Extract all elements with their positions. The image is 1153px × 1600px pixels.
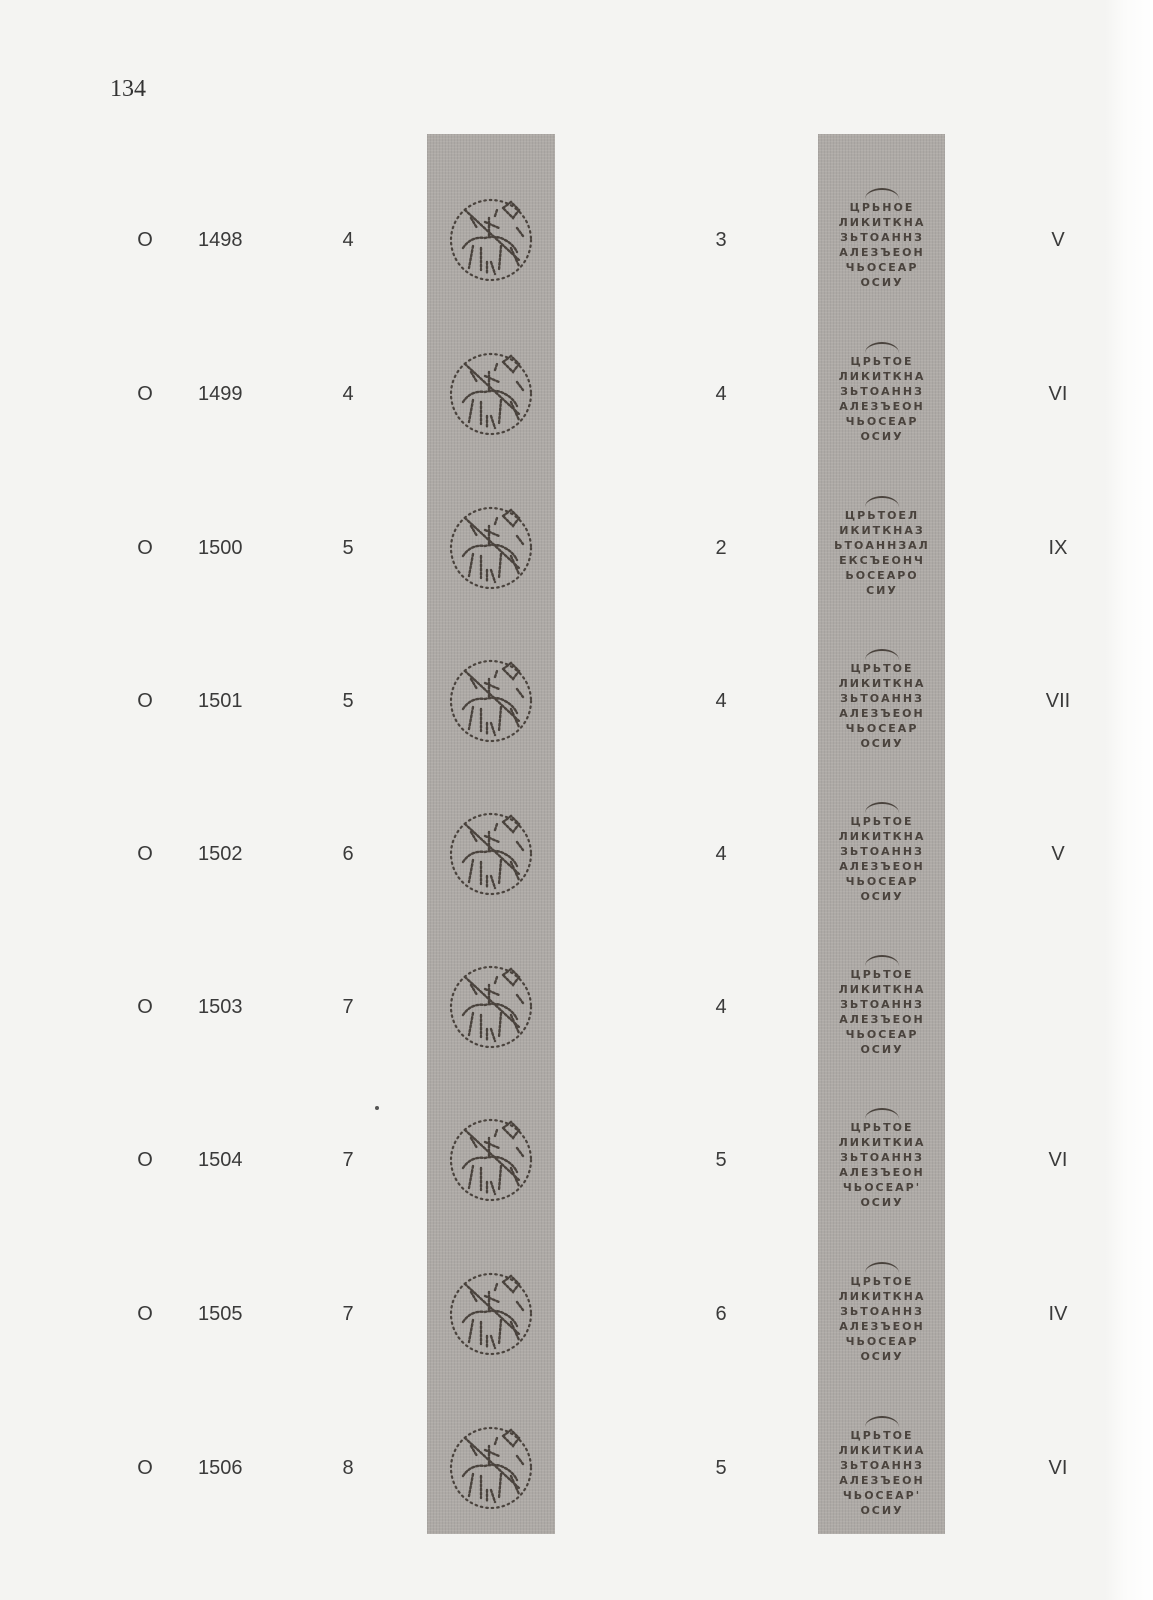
titlo-mark xyxy=(865,1108,899,1119)
legend-line: ЧЬОСЕАР xyxy=(845,875,919,888)
catalog-number: 1503 xyxy=(198,996,243,1018)
legend-line: АЛЕЗЪЕОН xyxy=(839,1320,925,1333)
legend-line: ЗЬТОАННЗ xyxy=(840,692,924,705)
roman-numeral: VI xyxy=(1048,1149,1068,1171)
coin-reverse-legend xyxy=(826,947,938,1065)
titlo-mark xyxy=(865,342,899,353)
coin-reverse-legend xyxy=(826,794,938,912)
reverse-variant: 2 xyxy=(715,537,727,559)
legend-line: ОСИУ xyxy=(860,737,904,750)
legend-line: ЛИКИТКНА xyxy=(838,830,926,843)
catalog-number: 1506 xyxy=(198,1457,243,1479)
legend-line: АЛЕЗЪЕОН xyxy=(839,1474,925,1487)
legend-line: ЦРЬТОЕЛ xyxy=(844,509,920,522)
reverse-variant: 3 xyxy=(715,229,727,251)
legend-line: ЬТОАННЗАЛ xyxy=(834,539,930,552)
legend-line: ЧЬОСЕАР' xyxy=(842,1489,922,1502)
roman-numeral: VI xyxy=(1048,383,1068,405)
coin-reverse-legend xyxy=(826,641,938,759)
reverse-variant: 6 xyxy=(715,1303,727,1325)
coin-reverse-legend xyxy=(826,1254,938,1372)
coin-obverse-rider-image xyxy=(441,1416,541,1516)
obverse-variant: 6 xyxy=(342,843,354,865)
legend-line: ЕКСЪЕОНЧ xyxy=(839,554,925,567)
coin-obverse-rider-image xyxy=(441,1108,541,1208)
row-type-letter: O xyxy=(137,537,153,559)
obverse-variant: 5 xyxy=(342,537,354,559)
coin-reverse-legend xyxy=(826,334,938,452)
obverse-variant: 4 xyxy=(342,383,354,405)
row-type-letter: O xyxy=(137,383,153,405)
legend-line: ЦРЬТОЕ xyxy=(850,968,914,981)
roman-numeral: V xyxy=(1051,843,1065,865)
titlo-mark xyxy=(865,802,899,813)
legend-line: АЛЕЗЪЕОН xyxy=(839,860,925,873)
coin-obverse-rider-image xyxy=(441,1262,541,1362)
coin-obverse-rider-image xyxy=(441,342,541,442)
legend-line: ЧЬОСЕАР xyxy=(845,261,919,274)
coin-obverse-rider-image xyxy=(441,649,541,749)
roman-numeral: IV xyxy=(1048,1303,1068,1325)
legend-line: ЧЬОСЕАР xyxy=(845,415,919,428)
legend-line: ЦРЬТОЕ xyxy=(850,1275,914,1288)
reverse-variant: 4 xyxy=(715,996,727,1018)
legend-line: ЛИКИТКНА xyxy=(838,677,926,690)
legend-line: ОСИУ xyxy=(860,890,904,903)
row-type-letter: O xyxy=(137,996,153,1018)
row-type-letter: O xyxy=(137,690,153,712)
legend-line: ЛИКИТКНА xyxy=(838,370,926,383)
legend-line: ЦРЬТОЕ xyxy=(850,662,914,675)
titlo-mark xyxy=(865,496,899,507)
catalog-number: 1502 xyxy=(198,843,243,865)
reverse-variant: 5 xyxy=(715,1457,727,1479)
obverse-variant: 7 xyxy=(342,1303,354,1325)
titlo-mark xyxy=(865,188,899,199)
coin-obverse-rider-image xyxy=(441,496,541,596)
legend-line: ЛИКИТКНА xyxy=(838,983,926,996)
coin-reverse-legend xyxy=(826,1100,938,1218)
row-type-letter: O xyxy=(137,1303,153,1325)
titlo-mark xyxy=(865,1416,899,1427)
legend-line: ЛИКИТКНА xyxy=(838,1290,926,1303)
legend-line: АЛЕЗЪЕОН xyxy=(839,707,925,720)
legend-line: ОСИУ xyxy=(860,1043,904,1056)
legend-line: ЧЬОСЕАР' xyxy=(842,1181,922,1194)
legend-line: АЛЕЗЪЕОН xyxy=(839,1166,925,1179)
catalog-number: 1501 xyxy=(198,690,243,712)
legend-line: ЗЬТОАННЗ xyxy=(840,385,924,398)
catalog-number: 1505 xyxy=(198,1303,243,1325)
catalog-number: 1499 xyxy=(198,383,243,405)
legend-line: ЗЬТОАННЗ xyxy=(840,1459,924,1472)
coin-reverse-legend xyxy=(826,488,938,606)
legend-line: ЦРЬТОЕ xyxy=(850,1121,914,1134)
legend-line: ЗЬТОАННЗ xyxy=(840,231,924,244)
titlo-mark xyxy=(865,955,899,966)
catalog-number: 1500 xyxy=(198,537,243,559)
legend-line: АЛЕЗЪЕОН xyxy=(839,246,925,259)
legend-line: ОСИУ xyxy=(860,1350,904,1363)
page-edge-shadow xyxy=(1105,0,1153,1600)
legend-line: ЗЬТОАННЗ xyxy=(840,1151,924,1164)
row-type-letter: O xyxy=(137,229,153,251)
legend-line: ОСИУ xyxy=(860,1504,904,1517)
obverse-variant: 5 xyxy=(342,690,354,712)
legend-line: ИКИТКНАЗ xyxy=(839,524,925,537)
obverse-variant: 8 xyxy=(342,1457,354,1479)
legend-line: ЦРЬНОЕ xyxy=(849,201,915,214)
reverse-variant: 5 xyxy=(715,1149,727,1171)
legend-line: ЛИКИТКИА xyxy=(838,1136,926,1149)
legend-line: СИУ xyxy=(866,584,898,597)
roman-numeral: VII xyxy=(1045,690,1071,712)
legend-line: ЦРЬТОЕ xyxy=(850,355,914,368)
roman-numeral: IX xyxy=(1048,537,1068,559)
legend-line: ЗЬТОАННЗ xyxy=(840,1305,924,1318)
legend-line: ЗЬТОАННЗ xyxy=(840,998,924,1011)
legend-line: ЦРЬТОЕ xyxy=(850,815,914,828)
legend-line: АЛЕЗЪЕОН xyxy=(839,1013,925,1026)
coin-obverse-rider-image xyxy=(441,188,541,288)
coin-reverse-legend xyxy=(826,180,938,298)
legend-line: ЧЬОСЕАР xyxy=(845,1335,919,1348)
reverse-variant: 4 xyxy=(715,843,727,865)
coin-reverse-legend xyxy=(826,1408,938,1526)
page-number: 134 xyxy=(110,76,146,102)
obverse-variant: 4 xyxy=(342,229,354,251)
print-speck xyxy=(375,1106,379,1110)
titlo-mark xyxy=(865,1262,899,1273)
reverse-variant: 4 xyxy=(715,383,727,405)
row-type-letter: O xyxy=(137,843,153,865)
row-type-letter: O xyxy=(137,1457,153,1479)
legend-line: ЧЬОСЕАР xyxy=(845,1028,919,1041)
legend-line: ЧЬОСЕАР xyxy=(845,722,919,735)
legend-line: ОСИУ xyxy=(860,430,904,443)
legend-line: ЗЬТОАННЗ xyxy=(840,845,924,858)
coin-obverse-rider-image xyxy=(441,802,541,902)
coin-obverse-rider-image xyxy=(441,955,541,1055)
catalog-number: 1498 xyxy=(198,229,243,251)
row-type-letter: O xyxy=(137,1149,153,1171)
legend-line: ЛИКИТКНА xyxy=(838,216,926,229)
legend-line: АЛЕЗЪЕОН xyxy=(839,400,925,413)
roman-numeral: VI xyxy=(1048,1457,1068,1479)
roman-numeral: V xyxy=(1051,229,1065,251)
legend-line: ЛИКИТКИА xyxy=(838,1444,926,1457)
obverse-variant: 7 xyxy=(342,996,354,1018)
legend-line: ЦРЬТОЕ xyxy=(850,1429,914,1442)
legend-line: ЬОСЕАРО xyxy=(845,569,919,582)
catalog-number: 1504 xyxy=(198,1149,243,1171)
legend-line: ОСИУ xyxy=(860,276,904,289)
legend-line: ОСИУ xyxy=(860,1196,904,1209)
titlo-mark xyxy=(865,649,899,660)
obverse-variant: 7 xyxy=(342,1149,354,1171)
reverse-variant: 4 xyxy=(715,690,727,712)
